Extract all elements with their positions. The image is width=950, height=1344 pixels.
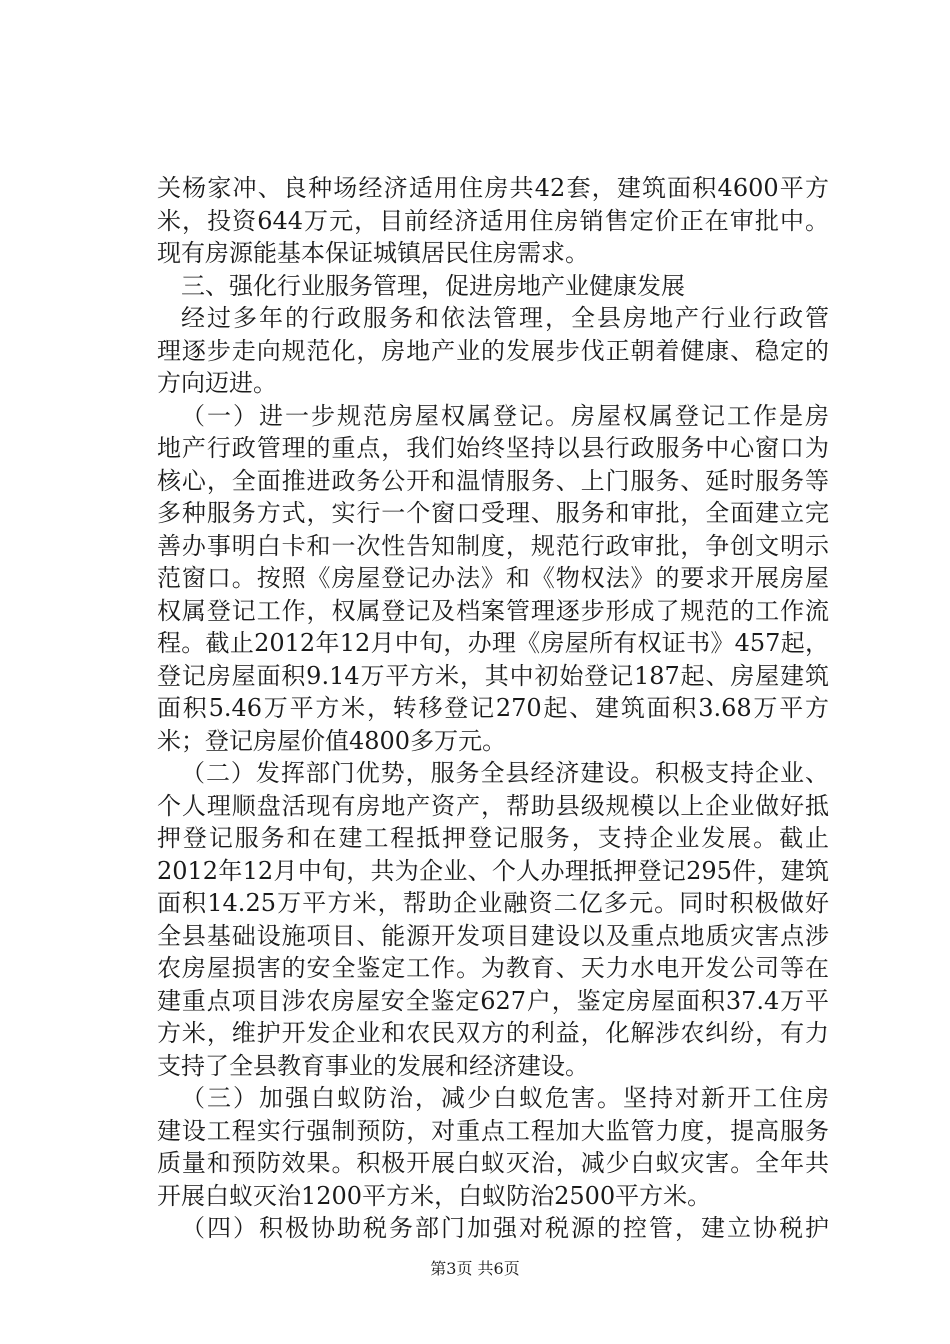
document-line: （三）加强白蚁防治，减少白蚁危害。坚持对新开工住房 (181, 1084, 829, 1112)
document-line: 个人理顺盘活现有房地产资产，帮助县级规模以上企业做好抵 (157, 791, 829, 820)
document-line: 支持了全县教育事业的发展和经济建设。 (157, 1051, 589, 1080)
document-line: （二）发挥部门优势，服务全县经济建设。积极支持企业、 (181, 759, 829, 787)
document-line: 押登记服务和在建工程抵押登记服务，支持企业发展。截止 (157, 824, 829, 852)
document-line: 现有房源能基本保证城镇居民住房需求。 (157, 239, 589, 267)
document-line: 建设工程实行强制预防，对重点工程加大监管力度，提高服务 (157, 1116, 829, 1145)
document-line: （四）积极协助税务部门加强对税源的控管，建立协税护 (181, 1214, 829, 1242)
document-line: 地产行政管理的重点，我们始终坚持以县行政服务中心窗口为 (157, 434, 829, 462)
document-line: 权属登记工作，权属登记及档案管理逐步形成了规范的工作流 (157, 596, 829, 625)
page-footer (0, 1259, 950, 1279)
document-line: 质量和预防效果。积极开展白蚁灭治，减少白蚁灾害。全年共 (157, 1149, 829, 1177)
document-line: 农房屋损害的安全鉴定工作。为教育、天力水电开发公司等在 (157, 954, 829, 982)
page-number: 第3页 共6页 (430, 1259, 520, 1278)
document-line: 开展白蚁灭治1200平方米，白蚁防治2500平方米。 (157, 1181, 712, 1210)
document-body (157, 172, 829, 1245)
document-line: 方米，维护开发企业和农民双方的利益，化解涉农纠纷，有力 (157, 1019, 829, 1047)
document-line: 登记房屋面积9.14万平方米，其中初始登记187起、房屋建筑 (157, 661, 829, 690)
document-line: 面积14.25万平方米，帮助企业融资二亿多元。同时积极做好 (157, 889, 829, 917)
document-line: 米，投资644万元，目前经济适用住房销售定价正在审批中。 (157, 206, 829, 235)
document-line: 多种服务方式，实行一个窗口受理、服务和审批，全面建立完 (157, 499, 829, 527)
document-line: 善办事明白卡和一次性告知制度，规范行政审批，争创文明示 (157, 531, 829, 560)
document-line: 米；登记房屋价值4800多万元。 (157, 726, 507, 755)
document-line: 全县基础设施项目、能源开发项目建设以及重点地质灾害点涉 (157, 921, 829, 950)
document-line: 范窗口。按照《房屋登记办法》和《物权法》的要求开展房屋 (157, 564, 829, 592)
document-line: 建重点项目涉农房屋安全鉴定627户，鉴定房屋面积37.4万平 (157, 986, 829, 1015)
document-line: 核心，全面推进政务公开和温情服务、上门服务、延时服务等 (157, 466, 829, 495)
document-line: （一）进一步规范房屋权属登记。房屋权属登记工作是房 (181, 401, 829, 430)
document-line: 理逐步走向规范化，房地产业的发展步伐正朝着健康、稳定的 (157, 336, 829, 365)
document-line: 关杨家冲、良种场经济适用住房共42套，建筑面积4600平方 (157, 174, 829, 202)
document-line: 经过多年的行政服务和依法管理，全县房地产行业行政管 (181, 304, 829, 332)
document-line: 面积5.46万平方米，转移登记270起、建筑面积3.68万平方 (157, 694, 829, 722)
document-line: 三、强化行业服务管理，促进房地产业健康发展 (181, 271, 685, 300)
document-line: 2012年12月中旬，共为企业、个人办理抵押登记295件，建筑 (157, 856, 829, 885)
document-line: 程。截止2012年12月中旬，办理《房屋所有权证书》457起， (157, 629, 829, 657)
document-line: 方向迈进。 (157, 369, 277, 397)
